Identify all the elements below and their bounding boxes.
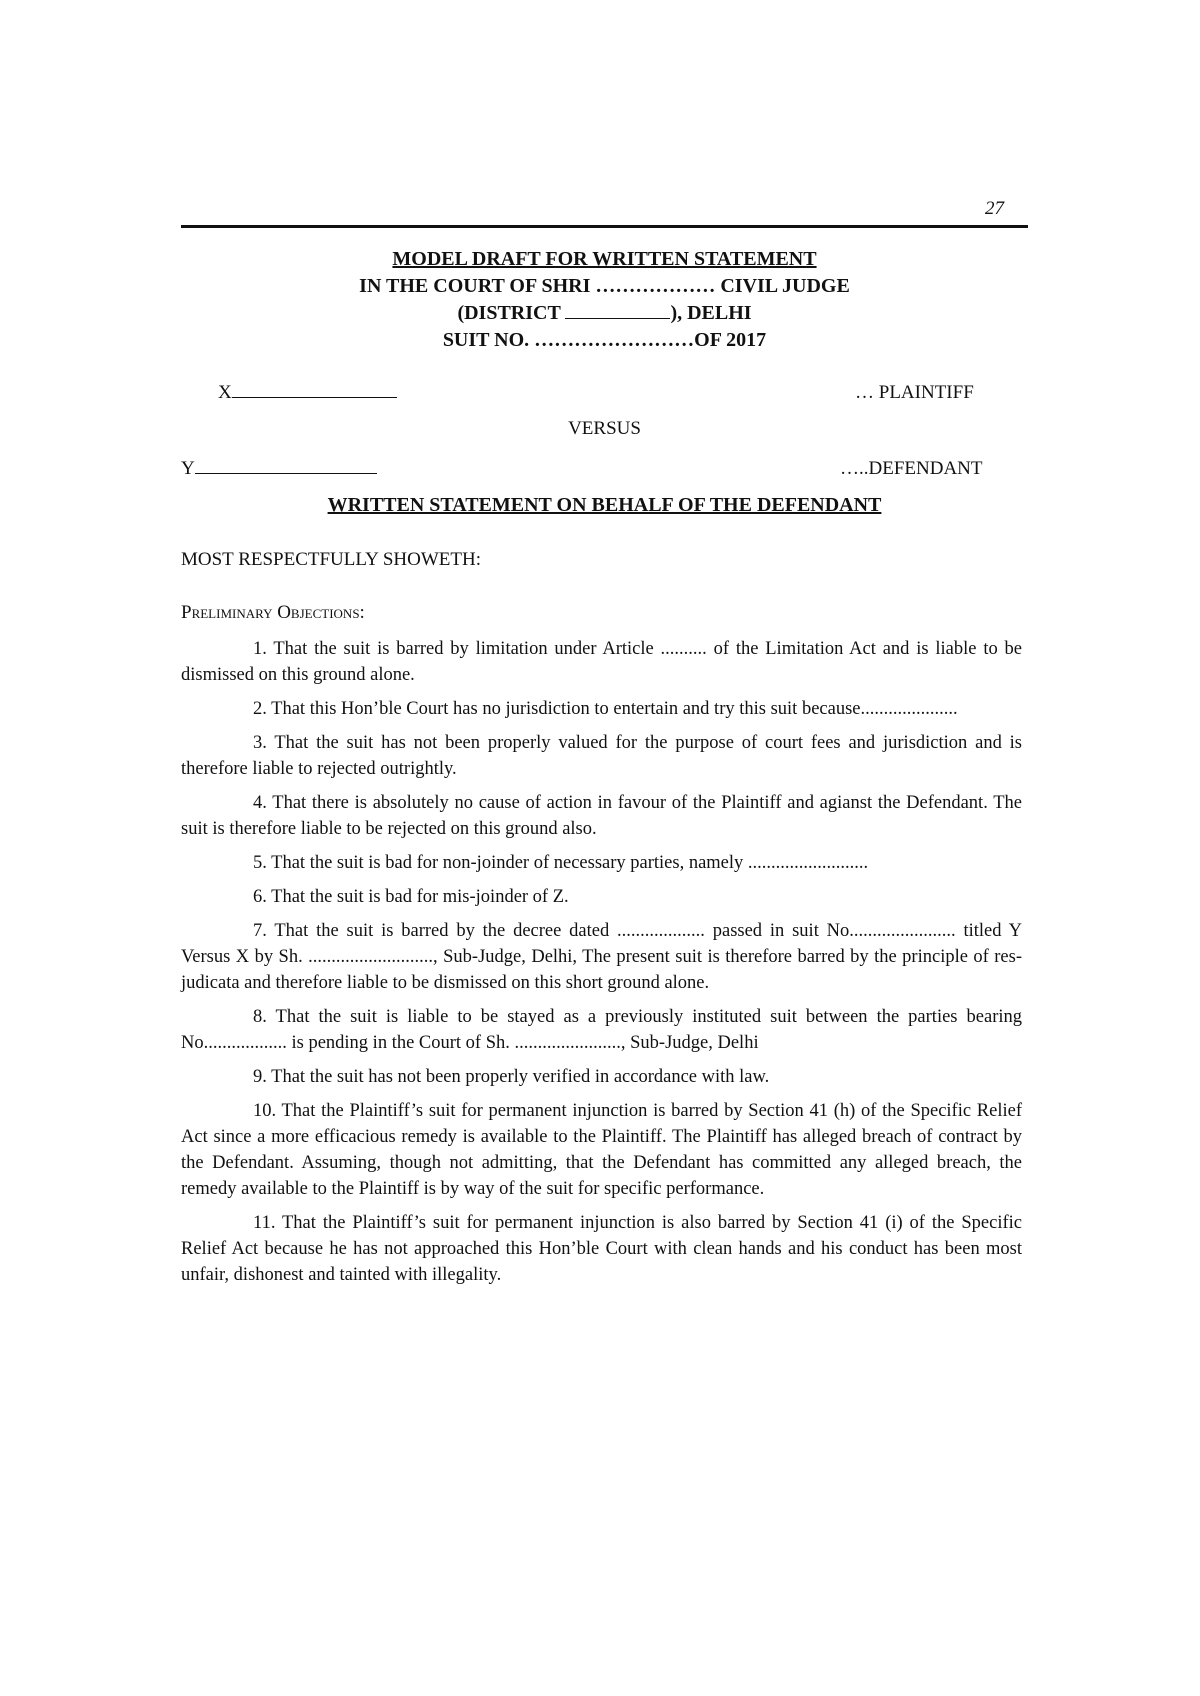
defendant-blank xyxy=(195,472,377,474)
document-title: MODEL DRAFT FOR WRITTEN STATEMENT xyxy=(392,248,817,270)
objection-item: 7. That the suit is barred by the decree dated ................... passed in suit No....................... titled Y Versus X by Sh. ..........................., Sub-Judge, Delhi, The present suit is therefore barred by the principle of res-judicata and therefore liable to be dismissed on this short ground alone. xyxy=(181,921,1022,993)
objection-item: 6. That the suit is bad for mis-joinder of Z. xyxy=(253,887,569,907)
page-number: 27 xyxy=(985,198,1004,219)
objection-item: 1. That the suit is barred by limitation under Article .......... of the Limitation Act and is liable to be dismissed on this ground alone. xyxy=(181,639,1022,685)
preliminary-objections-heading: Preliminary Objections: xyxy=(181,602,365,623)
defendant-name xyxy=(181,458,377,480)
objection-item: 8. That the suit is liable to be stayed as a previously instituted suit between the parties bearing No.................. is pending in the Court of Sh. ......................., Sub-Judge, Delhi xyxy=(181,1007,1022,1053)
suit-number-line: SUIT NO. ……………………OF 2017 xyxy=(442,329,767,351)
district-blank xyxy=(565,317,670,319)
objection-item: 11. That the Plaintiff’s suit for permanent injunction is also barred by Section 41 (i) of the Specific Relief Act because he has not approached this Hon’ble Court with clean hands and his conduct has been most unfair, dishonest and tainted with illegality. xyxy=(181,1213,1022,1285)
objection-item: 4. That there is absolutely no cause of action in favour of the Plaintiff and agianst the Defendant. The suit is therefore liable to be rejected on this ground also. xyxy=(181,793,1022,839)
plaintiff-blank xyxy=(232,396,397,398)
objection-item: 2. That this Hon’ble Court has no jurisdiction to entertain and try this suit because..................... xyxy=(253,699,958,719)
objection-item: 10. That the Plaintiff’s suit for permanent injunction is barred by Section 41 (h) of the Specific Relief Act since a more efficacious remedy is available to the Plaintiff. The Plaintiff has alleged breach of contract by the Defendant. Assuming, though not admitting, that the Defendant has committed any alleged breach, the remedy available to the Plaintiff is by way of the suit for specific performance. xyxy=(181,1101,1022,1199)
document-header xyxy=(181,246,1028,354)
salutation: MOST RESPECTFULLY SHOWETH: xyxy=(181,549,482,570)
objection-item: 3. That the suit has not been properly valued for the purpose of court fees and jurisdiction and is therefore liable to rejected outrightly. xyxy=(181,733,1022,779)
defendant-initial: Y xyxy=(181,458,195,479)
plaintiff-name xyxy=(218,382,397,404)
versus-label: VERSUS xyxy=(568,418,641,439)
objections-list xyxy=(181,636,1022,1296)
defendant-role: …..DEFENDANT xyxy=(840,458,983,479)
plaintiff-role: … PLAINTIFF xyxy=(855,382,974,403)
written-statement-title: WRITTEN STATEMENT ON BEHALF OF THE DEFENDANT xyxy=(327,494,882,516)
plaintiff-initial: X xyxy=(218,382,232,403)
objection-item: 5. That the suit is bad for non-joinder of necessary parties, namely .......................... xyxy=(253,853,869,873)
court-line: IN THE COURT OF SHRI ……………… CIVIL JUDGE xyxy=(359,275,850,297)
district-prefix: (DISTRICT xyxy=(457,302,566,324)
objection-item: 9. That the suit has not been properly verified in accordance with law. xyxy=(253,1067,770,1087)
district-line xyxy=(181,300,1028,327)
district-suffix: ), DELHI xyxy=(670,302,752,324)
header-rule xyxy=(181,225,1028,228)
